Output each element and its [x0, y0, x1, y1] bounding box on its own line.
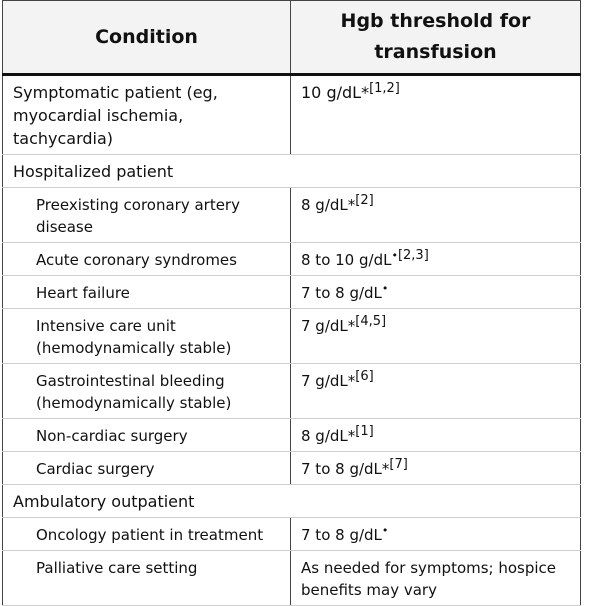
bullet-mark: •	[391, 249, 398, 262]
bullet-mark: •	[381, 524, 389, 537]
condition-cell: Heart failure	[3, 276, 291, 309]
section-heading: Ambulatory outpatient	[3, 485, 581, 518]
section-heading: Hospitalized patient	[3, 155, 581, 188]
reference-citation: [4,5]	[355, 314, 387, 329]
threshold-cell	[291, 419, 581, 452]
threshold-value: As needed for symptoms; hospice benefits may vary	[301, 559, 557, 599]
threshold-value: 7 g/dL*	[301, 372, 356, 390]
bullet-mark: •	[381, 282, 389, 295]
condition-cell: Oncology patient in treatment	[3, 518, 291, 551]
table-row	[3, 243, 581, 276]
threshold-cell	[291, 75, 581, 155]
threshold-value: 7 g/dL*	[301, 317, 356, 335]
section-row	[3, 485, 581, 518]
threshold-cell	[291, 309, 581, 364]
threshold-value: 8 g/dL*	[301, 427, 356, 445]
condition-cell: Cardiac surgery	[3, 452, 291, 485]
threshold-cell	[291, 452, 581, 485]
threshold-cell	[291, 243, 581, 276]
section-row	[3, 155, 581, 188]
transfusion-threshold-table	[2, 0, 581, 606]
table-row	[3, 518, 581, 551]
reference-citation: [1,2]	[369, 81, 400, 96]
header-threshold: Hgb threshold for transfusion	[291, 1, 581, 75]
condition-cell: Non-cardiac surgery	[3, 419, 291, 452]
condition-cell: Acute coronary syndromes	[3, 243, 291, 276]
threshold-value: 8 to 10 g/dL	[301, 251, 392, 269]
reference-citation: [2,3]	[397, 248, 429, 263]
table-row	[3, 364, 581, 419]
table-row	[3, 75, 581, 155]
condition-cell: Intensive care unit (hemodynamically stable)	[3, 309, 291, 364]
table-row	[3, 452, 581, 485]
reference-citation: [6]	[355, 369, 374, 384]
condition-cell: Symptomatic patient (eg, myocardial ischemia, tachycardia)	[3, 75, 291, 155]
threshold-cell	[291, 364, 581, 419]
threshold-cell	[291, 188, 581, 243]
table-row	[3, 551, 581, 606]
threshold-cell	[291, 518, 581, 551]
table-row	[3, 276, 581, 309]
threshold-value: 7 to 8 g/dL	[301, 526, 382, 544]
table-row	[3, 188, 581, 243]
threshold-value: 7 to 8 g/dL	[301, 284, 382, 302]
condition-cell: Gastrointestinal bleeding (hemodynamically stable)	[3, 364, 291, 419]
reference-citation: [2]	[355, 193, 374, 208]
condition-cell: Preexisting coronary artery disease	[3, 188, 291, 243]
reference-citation: [1]	[355, 424, 374, 439]
threshold-cell	[291, 551, 581, 606]
table-row	[3, 419, 581, 452]
threshold-value: 8 g/dL*	[301, 196, 356, 214]
threshold-value: 7 to 8 g/dL*	[301, 460, 390, 478]
table-row	[3, 309, 581, 364]
header-condition: Condition	[3, 1, 291, 75]
table-header-row	[3, 1, 581, 75]
threshold-cell	[291, 276, 581, 309]
reference-citation: [7]	[389, 457, 408, 472]
threshold-value: 10 g/dL*	[301, 83, 370, 102]
condition-cell: Palliative care setting	[3, 551, 291, 606]
